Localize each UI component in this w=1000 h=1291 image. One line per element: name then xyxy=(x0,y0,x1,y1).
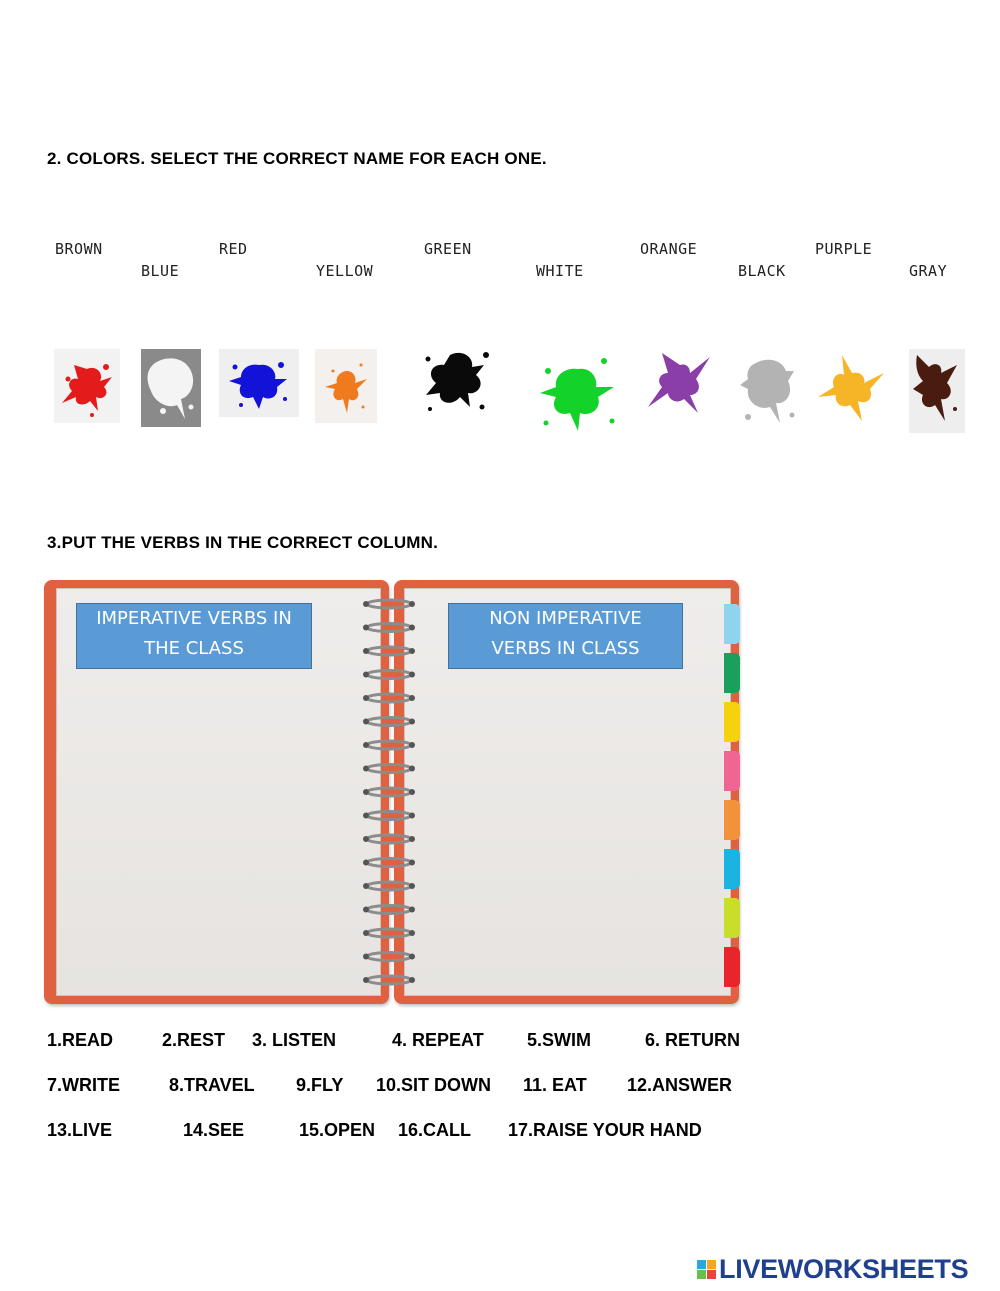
verb-item[interactable]: 11. EAT xyxy=(523,1075,587,1095)
color-word-purple[interactable]: PURPLE xyxy=(815,240,873,258)
verb-item[interactable]: 14.SEE xyxy=(183,1120,245,1140)
verb-item[interactable]: 3. LISTEN xyxy=(252,1030,337,1050)
spiral-binding-icon xyxy=(354,580,424,1000)
non-imperative-verbs-box[interactable]: NON IMPERATIVE VERBS IN CLASS xyxy=(448,603,683,669)
green-splat-icon[interactable] xyxy=(534,347,624,441)
notebook-tab xyxy=(724,947,740,987)
notebook-tab xyxy=(724,604,740,644)
color-word-orange[interactable]: ORANGE xyxy=(640,240,698,258)
notebook-right-page xyxy=(394,580,739,1004)
notebook-tab xyxy=(724,702,740,742)
notebook-tab xyxy=(724,800,740,840)
color-word-brown[interactable]: BROWN xyxy=(55,240,103,258)
verb-item[interactable]: 1.READ xyxy=(47,1030,114,1050)
red-splat-icon[interactable] xyxy=(54,349,120,423)
logo-text: LIVEWORKSHEETS xyxy=(719,1254,969,1284)
gray-splat-icon[interactable] xyxy=(736,349,800,431)
black-splat-icon[interactable] xyxy=(420,345,494,417)
color-word-red[interactable]: RED xyxy=(219,240,248,258)
verb-item[interactable]: 2.REST xyxy=(162,1030,226,1050)
liveworksheets-logo xyxy=(697,1254,968,1285)
verb-item[interactable]: 17.RAISE YOUR HAND xyxy=(508,1120,702,1140)
verb-item[interactable]: 7.WRITE xyxy=(47,1075,121,1095)
verb-item[interactable]: 15.OPEN xyxy=(299,1120,376,1140)
verb-item[interactable]: 12.ANSWER xyxy=(627,1075,733,1095)
blue-splat-icon[interactable] xyxy=(219,349,299,417)
verb-item[interactable]: 16.CALL xyxy=(398,1120,472,1140)
notebook xyxy=(44,580,744,1010)
notebook-tab xyxy=(724,849,740,889)
section-3-heading: 3.PUT THE VERBS IN THE CORRECT COLUMN. xyxy=(47,533,439,552)
notebook-tab xyxy=(724,898,740,938)
verb-item[interactable]: 6. RETURN xyxy=(645,1030,741,1050)
verb-item[interactable]: 8.TRAVEL xyxy=(169,1075,255,1095)
purple-splat-icon[interactable] xyxy=(640,347,722,419)
color-word-blue[interactable]: BLUE xyxy=(141,262,180,280)
color-word-black[interactable]: BLACK xyxy=(738,262,786,280)
logo-blocks-icon xyxy=(697,1260,716,1279)
notebook-tab xyxy=(724,751,740,791)
brown-splat-icon[interactable] xyxy=(909,349,965,433)
section-2-heading: 2. COLORS. SELECT THE CORRECT NAME FOR EACH ONE. xyxy=(47,149,547,168)
verb-item[interactable]: 5.SWIM xyxy=(527,1030,592,1050)
imperative-verbs-box[interactable]: IMPERATIVE VERBS IN THE CLASS xyxy=(76,603,312,669)
yellow-splat-icon[interactable] xyxy=(812,349,894,429)
color-word-green[interactable]: GREEN xyxy=(424,240,472,258)
color-word-gray[interactable]: GRAY xyxy=(909,262,948,280)
verb-item[interactable]: 4. REPEAT xyxy=(392,1030,484,1050)
verb-item[interactable]: 9.FLY xyxy=(296,1075,344,1095)
verb-item[interactable]: 13.LIVE xyxy=(47,1120,113,1140)
white-splat-icon[interactable] xyxy=(141,349,201,427)
orange-splat-icon[interactable] xyxy=(315,349,377,423)
notebook-tab xyxy=(724,653,740,693)
notebook-left-page xyxy=(44,580,389,1004)
color-word-yellow[interactable]: YELLOW xyxy=(316,262,374,280)
verb-item[interactable]: 10.SIT DOWN xyxy=(376,1075,492,1095)
color-word-white[interactable]: WHITE xyxy=(536,262,584,280)
